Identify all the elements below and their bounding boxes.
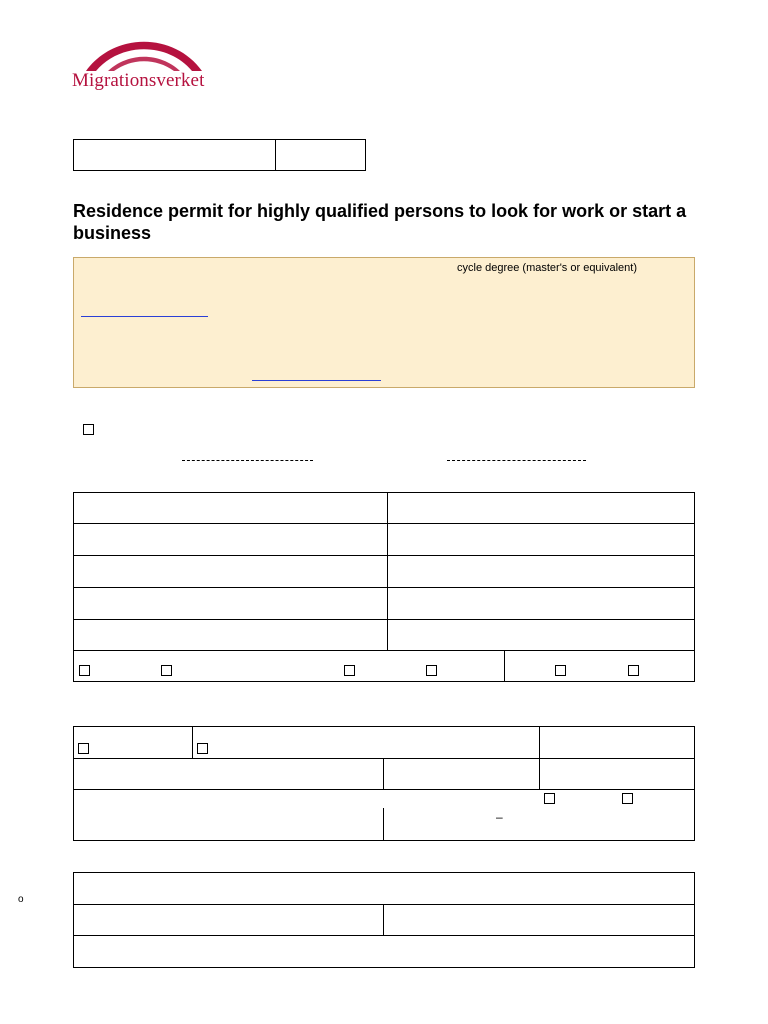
field-a6[interactable]: [388, 556, 694, 587]
column-divider: [383, 808, 384, 841]
field-b5[interactable]: [74, 790, 383, 840]
field-a9[interactable]: [74, 620, 386, 650]
option-checkbox-10[interactable]: [622, 793, 633, 804]
field-a1[interactable]: [74, 493, 386, 523]
margin-mark: o: [18, 894, 24, 905]
info-link-1[interactable]: [81, 316, 208, 317]
column-divider: [192, 726, 193, 758]
field-b4[interactable]: [540, 759, 694, 789]
info-text: cycle degree (master's or equivalent): [457, 262, 638, 274]
field-a7[interactable]: [74, 588, 386, 619]
info-box: [73, 257, 695, 388]
option-checkbox-2[interactable]: [161, 665, 172, 676]
row-divider: [73, 650, 695, 651]
arc-logo-icon: [84, 38, 204, 72]
field-c2[interactable]: [74, 905, 383, 935]
field-b3[interactable]: [384, 759, 539, 789]
office-use-divider: [275, 139, 276, 171]
dashed-line-left: [182, 460, 313, 461]
dashed-line-right: [447, 460, 586, 461]
dash-mark: –: [496, 810, 503, 824]
option-checkbox-3[interactable]: [344, 665, 355, 676]
field-c3[interactable]: [384, 905, 694, 935]
office-use-box[interactable]: [73, 139, 366, 171]
field-b2[interactable]: [74, 759, 383, 789]
field-c1[interactable]: [74, 873, 694, 904]
option-checkbox-9[interactable]: [544, 793, 555, 804]
field-a5[interactable]: [74, 556, 386, 587]
option-checkbox-1[interactable]: [79, 665, 90, 676]
field-a3[interactable]: [74, 524, 386, 555]
option-checkbox-4[interactable]: [426, 665, 437, 676]
field-a2[interactable]: [388, 493, 694, 523]
field-b1[interactable]: [540, 727, 694, 758]
brand-name: Migrationsverket: [72, 70, 205, 91]
field-a4[interactable]: [388, 524, 694, 555]
option-checkbox-8[interactable]: [197, 743, 208, 754]
option-checkbox-6[interactable]: [628, 665, 639, 676]
option-checkbox-5[interactable]: [555, 665, 566, 676]
page-title: Residence permit for highly qualified persons to look for work or start a business: [73, 201, 687, 243]
option-checkbox-7[interactable]: [78, 743, 89, 754]
field-a10[interactable]: [388, 620, 694, 650]
application-checkbox[interactable]: [83, 424, 94, 435]
field-c4[interactable]: [74, 936, 694, 967]
info-link-2[interactable]: [252, 380, 381, 381]
column-divider: [504, 650, 505, 682]
field-a8[interactable]: [388, 588, 694, 619]
